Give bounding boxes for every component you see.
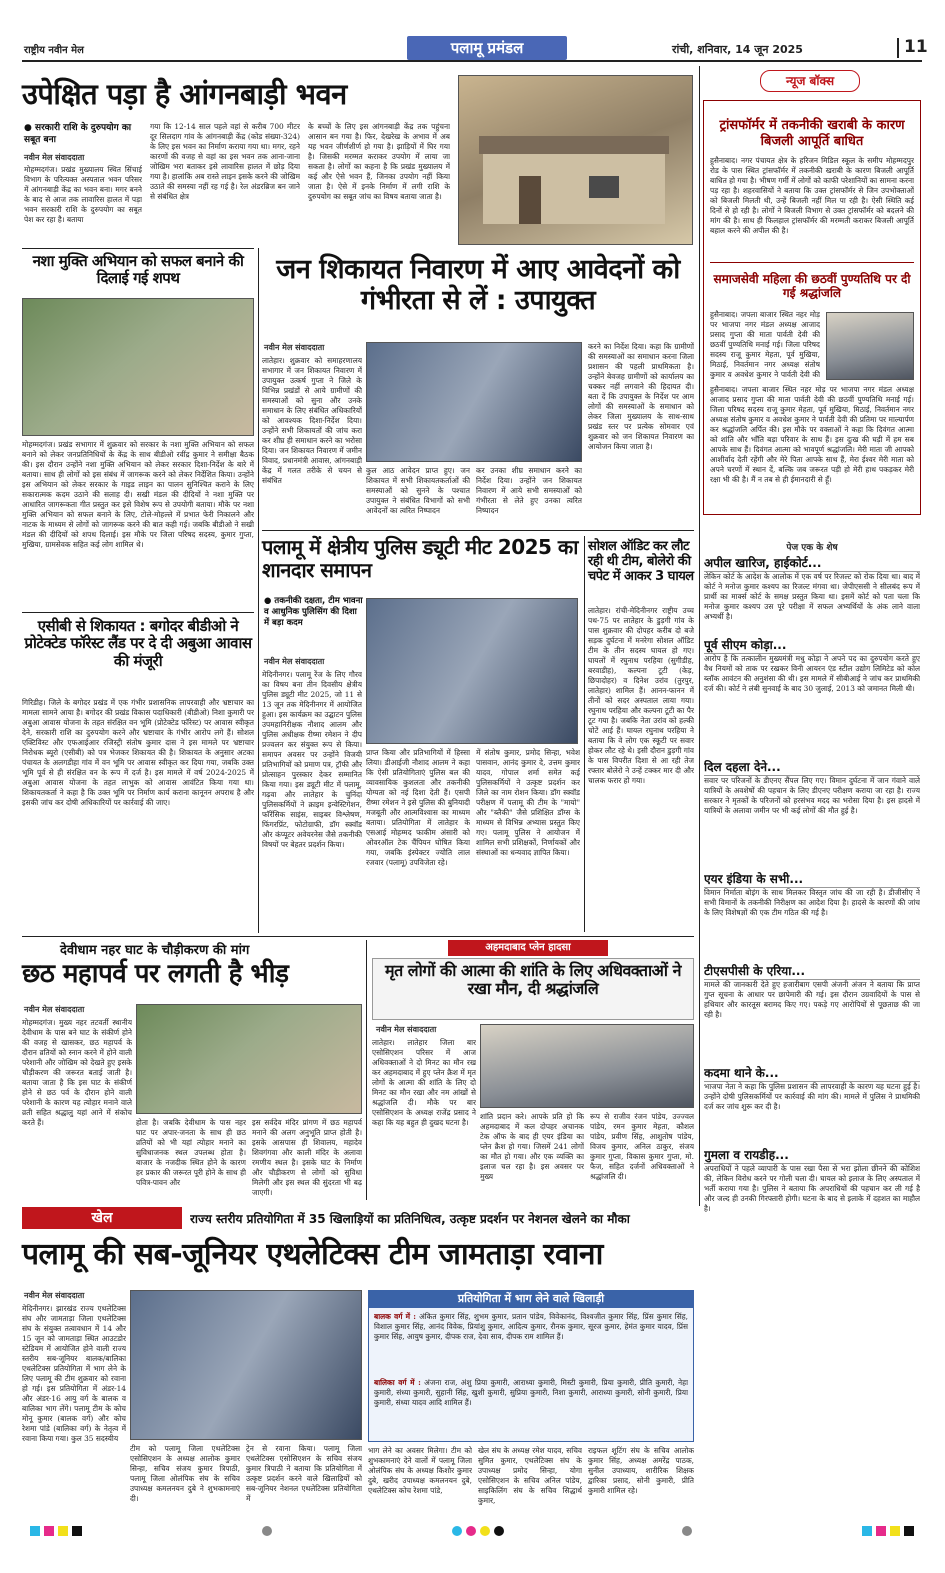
registration-marks-bottom [22, 1524, 922, 1538]
magenta-swatch [876, 1526, 886, 1536]
target-mark-icon [682, 1526, 692, 1536]
page-one-rest-label: पेज एक के शेष [786, 543, 838, 553]
rest-item-title: कदमा थाने के... [704, 1064, 920, 1082]
story2-top-rule [22, 248, 254, 249]
police-meet-col3: में संतोष कुमार, प्रमोद सिन्हा, भवेश पासवान, आनंद कुमार दे, उत्तम कुमार यादव, गोपाल शर्मा समेत कई पुलिसकर्मियों ने उत्कृष्ट प्रदर्शन कर जिले का नाम रोशन किया। डॉग स्क्वॉड परीक्षण में पलामू की टीम के "मायो" और "ब्लैकी" जैसे प्रशिक्षित डॉग्स के माध्यम से विभिन्न अभ्यास प्रस्तुत किए गए। पलामू पुलिस ने आयोजन में शामिल सभी प्रशिक्षकों, निर्णायकों और संस्थाओं का धन्यवाद ज्ञापित किया। [476, 748, 580, 857]
box-divider [710, 262, 914, 263]
acb-text: गिरिडीह। जिले के बगोदर प्रखंड में एक गंभीर प्रशासनिक लापरवाही और भ्रष्टाचार का मामला सामने आया है। बगोदर की प्रखंड विकास पदाधिकारी (बीडीओ) निशा कुमारी पर अबुआ आवास योजना के तहत संरक्षित वन भूमि (प्रोटेक्टेड फॉरेस्ट) पर आवास स्वीकृत देने, सरकारी राशि का दुरुपयोग करने और भ्रष्टाचार के गंभीर आरोप लगे हैं। सोशल एक्टिविस्ट और एफआईआर रजिस्ट्री संतोष कुमार दास ने इस मामले पर भ्रष्टाचार निरोधक ब्यूरो (एसीबी) को पत्र भेजकर शिकायत की है। शिकायत के अनुसार अटका पंचायत के अलगडीहा गांव में वन भूमि पर आवास स्वीकृत कर दिया गया, जबकि उक्त भूमि पूर्व से ही संरक्षित वन के रूप में दर्ज है। इस मामले में वर्ष 2024-2025 में अबुआ आवास योजना के तहत लाभुक को आवास आवंटित किया गया था। शिकायतकर्ता ने कहा है कि उक्त भूमि पर निर्माण कार्य कराना कानूनन अपराध है और इसकी जांच कर दोषी अधिकारियों पर कार्रवाई की जाए। [22, 698, 254, 807]
police-meet-deck-text: तकनीकी दक्षता, टीम भावना व आधुनिक पुलिसिंग की दिशा में बड़ा कदम [264, 596, 363, 628]
chhath-col1: मोहम्मदगंज। मुख्य नहर तटवर्ती स्थानीय देवीधाम के पास बने घाट के संकीर्ण होने की वजह से खासकर, छठ महापर्व के दौरान व्रतियों को स्नान करने में होने वाली परेशानी और जोखिम को देखते हुए इसके चौड़ीकरण की जरूरत बताई जाती है। बताया जाता है कि इस घाट के संकीर्ण होने से छठ पर्व के दौरान होने वाली परेशानी के कारण यह त्योहार मनाने वाले व्रती सहित श्रद्धालु यहां आने में संकोच करते हैं। [22, 1018, 132, 1127]
chhath-headline: छठ महापर्व पर लगती है भीड़ [22, 959, 289, 989]
players-box-title [368, 1290, 694, 1308]
bullet-icon: ● [24, 123, 35, 133]
masthead [22, 36, 928, 62]
chhath-col2: होता है। जबकि देवीधाम के पास नहर घाट पर अपार-जनता के साथ ही छठ व्रतियों को भी यहां त्योहार मनाने का सुविधाजनक स्थल उपलब्ध होता है। बाजार के नजदीक स्थित होने के कारण हर प्रकार की जरूरत पूरी होने के साथ ही पवित्र-पावन और [136, 1118, 246, 1187]
page-one-rest-list [704, 554, 920, 1214]
rest-item-text: मामले की जानकारी देते हुए हजारीबाग एसपी अंजनी अंजन ने बताया कि प्राप्त गुप्त सूचना के आधार पर छापेमारी की गई। इस दौरान उग्रवादियों के पास से हथियार और कारतूस बरामद किए गए। पकड़े गए आरोपियों से पूछताछ की जा रही है। [704, 980, 920, 1019]
rest-item-title: एयर इंडिया के सभी... [704, 870, 920, 888]
rest-item [704, 962, 920, 1060]
athletics-team-photo [130, 1290, 362, 1440]
rest-item [704, 554, 920, 632]
column-rule-chhath [366, 940, 367, 1200]
target-mark-icon [262, 1526, 272, 1536]
jan-shikayat-col4: करने का निर्देश दिया। कहा कि ग्रामीणों की समस्याओं का समाधान करना जिला प्रशासन की पहली प्राथमिकता है। उन्होंने बेवजह ग्रामीणों को कार्यालय का चक्कर नहीं लगवाने की हिदायत दी। बता दें कि उपायुक्त के निर्देश पर आम लोगों की समस्याओं के समाधान को लेकर जिला मुख्यालय के साथ-साथ प्रखंड स्तर पर प्रत्येक सोमवार एवं शुक्रवार को जन शिकायत निवारण का आयोजन किया जाता है। [588, 342, 694, 451]
rest-item-text: अपराधियों ने पहले व्यापारी के पास रखा पैसा से भरा झोला छीनने की कोशिश की, लेकिन विरोध करने पर गोली चला दी। घायल को इलाज के लिए अस्पताल में भर्ती कराया गया है। पुलिस ने बताया कि अपराधियों की पहचान कर ली गई है और जल्द ही उनकी गिरफ्तारी होगी। घटना के बाद से इलाके में दहशत का माहौल है। [704, 1164, 920, 1213]
police-meet-headline: पलामू में क्षेत्रीय पुलिस ड्यूटी मीट 2025 का शानदार समापन [262, 535, 578, 582]
column-rule-right [699, 66, 700, 1206]
rest-item-title: गुमला व रायडीह... [704, 1146, 920, 1164]
anganwadi-headline: उपेक्षित पड़ा है आंगनबाड़ी भवन [22, 77, 347, 111]
masthead-divider [897, 38, 899, 58]
anganwadi-byline: नवीन मेल संवाददाता [24, 153, 85, 162]
rest-item-text: विमान निर्माता बोइंग के साथ मिलकर विस्तृत जांच की जा रही है। डीजीसीए ने सभी विमानों के तकनीकी निरीक्षण का आदेश दिया है। हादसे के कारणों की जांच के लिए विशेषज्ञों की एक टीम गठित की गई है। [704, 888, 920, 917]
players-girls [374, 1378, 688, 1440]
players-girls-label: बालिका वर्ग में : [374, 1378, 421, 1387]
samajsevi-photo [826, 312, 914, 380]
chhath-col3: इस सर्वदेव मंदिर प्रांगण में छठ महापर्व मनाने की अलग अनुभूति प्राप्त होती है। इसके आसपास ही शिवालय, महादेव शिवगंगवा और काली मंदिर के अलावा रमणीय स्थल है। इसके घाट के निर्माण और चौड़ीकरण से लोगों को सुविधा मिलेगी और इस स्थल की सुंदरता भी बढ़ जाएगी। [252, 1118, 362, 1197]
rest-item-title: दिल दहला देने... [704, 758, 920, 776]
news-box-label-text: न्यूज बॉक्स [785, 74, 835, 88]
cyan-swatch [862, 1526, 872, 1536]
nasha-mukti-photo [22, 298, 254, 436]
plane-crash-headline: मृत लोगों की आत्मा की शांति के लिए अधिवक्ताओं ने रखा मौन, दी श्रद्धांजलि [385, 961, 681, 999]
anganwadi-col3: के बच्चों के लिए इस आंगनबाड़ी केंद्र तक पहुंचना आसान बन गया है। फिर, देखरेख के अभाव में अब यह भवन जीर्णशीर्ण हो गया है। झाड़ियों में घिर गया है। जिसकी मरम्मत कराकर उपयोग में लाया जा सकता है। लोगों का कहना है कि प्रखंड मुख्यालय में कई और ऐसे भवन हैं, जिनका उपयोग नहीं किया जाता है। ऐसे में इनके निर्माण में लगी राशि के दुरुपयोग का सबूत जांच का विषय बताया जाता है। [308, 122, 450, 201]
transformer-headline: ट्रांसफॉर्मर में तकनीकी खराबी के कारण बिजली आपूर्ति बाधित [719, 118, 905, 149]
jan-shikayat-col2: कुल आठ आवेदन प्राप्त हुए। जन शिकायत में सभी शिकायतकर्ताओं की समस्याओं को सुनने के पश्चात उपायुक्त ने संबंधित विभागों को सभी आवेदनों का त्वरित निष्पादन [366, 466, 470, 515]
plane-crash-col2: शांति प्रदान करे। आपके प्रति हो कि अहमदाबाद में कल दोपहर अचानक टेक ऑफ के बाद ही एयर इंडिया का प्लेन क्रैश हो गया। जिसमें 241 लोगों का मौत हो गया। और एक व्यक्ति का इलाज चल रहा है। इस अवसर पर मुख्य [480, 1112, 584, 1181]
anganwadi-col2: गया कि 12-14 साल पहले वहां से करीब 700 मीटर दूर सिलदाग गांव के आंगनबाड़ी केंद्र (कोड संख्या-324) के लिए इस भवन का निर्माण कराया गया था। मगर, रहने कारणों की वजह से वहां का इस भवन तक आना-जाना जोखिम भरा बताकर इसे लावारिस हालत में छोड़ दिया गया है। हालांकि अब रास्ते लाइन इसके करने की जोखिम उठाते की समस्या नहीं रह गई है। रेल अंडरब्रिज बन जाने से संबंधित क्षेत्र [150, 122, 300, 201]
plane-crash-tag [448, 940, 608, 956]
rest-item-text: आरोप है कि तत्कालीन मुख्यमंत्री मधु कोड़ा ने अपने पद का दुरुपयोग करते हुए वैध नियमों को ताक पर रखकर विनी आयरन एंड स्टील उद्योग लिमिटेड को कोल ब्लॉक आवंटन की अनुशंसा की थी। इस मामले में सीबीआई ने जांच कर प्राथमिकी दर्ज की। कोर्ट ने लंबी सुनवाई के बाद 30 जुलाई, 2013 को जमानत मिली थी। [704, 654, 920, 693]
nasha-mukti-headline: नशा मुक्ति अभियान को सफल बनाने की दिलाई गई शपथ [32, 252, 244, 288]
jan-shikayat-byline: नवीन मेल संवाददाता [264, 343, 325, 352]
column-rule-center [584, 536, 585, 932]
story3-top-rule [22, 612, 254, 613]
jan-shikayat-photo [366, 342, 582, 462]
jan-shikayat-col3: कर उनका शीघ्र समाधान करने का निर्देश दिया। उन्होंने जन शिकायत निवारण में आये सभी समस्याओं को गंभीरता से लेते हुए उनका त्वरित निष्पादन [476, 466, 582, 515]
rest-item-title: अपील खारिज, हाईकोर्ट... [704, 554, 920, 572]
rest-item [704, 636, 920, 754]
rest-item [704, 1064, 920, 1142]
athletics-col4: भाग लेने का अवसर मिलेगा। टीम को शुभकामनाएं देने वालों में पलामू जिला ओलंपिक संघ के अध्यक्ष किशोर कुमार दुबे, खरीद उपाध्यक्ष कमलनयन दुबे, एथलेटिक्स कोच रेशमा पांडे, [368, 1446, 472, 1495]
police-meet-photo [366, 598, 578, 744]
acb-headline: एसीबी से शिकायत : बगोदर बीडीओ ने प्रोटेक्टेड फॉरेस्ट लैंड पर दे दी अबुआ आवास की मंजूरी [24, 617, 252, 670]
samajsevi-text-bottom: हुसैनाबाद। जपला बाजार स्थित नहर मोड़ पर भाजपा नगर मंडल अध्यक्ष आजाद प्रसाद गुप्ता की माता पार्वती देवी की छठवीं पुण्यतिथि मनाई गई। जिला परिषद सदस्य राजू कुमार मेहता, पूर्व मुखिया, मिठाई, निवर्तमान नगर अध्यक्ष संतोष कुमार व अवधेश कुमार ने पार्वती देवी की प्रतिमा पर माल्यार्पण कर श्रद्धांजलि अर्पित की। इस मौके पर वक्ताओं ने कहा कि दिवंगत आत्मा को शांति और भाँति बड़ा परिवार के साथ हैं। इस दुःख की घड़ी में हम सब आपके साथ हैं। दिवंगत आत्मा को भावपूर्ण श्रद्धांजलि। मेरी माता जी आपको आशीर्वाद देती रहेंगी और मेरे पिता आपके साथ हैं, मेरा ईश्वर मेरी माता को अपने चरणों में स्थान दें, बल्कि जब जरूरत पड़ी हो मेरी हाथ पकड़कर मेरी रक्षा भी की है। मैं न तब से ही ईमानदारी से हूँ। [710, 385, 914, 484]
plane-crash-col1: लातेहार। लातेहार जिला बार एसोसिएशन परिसर में आज अधिवक्ताओं ने दो मिनट का मौन रख कर अहमदाबाद में हुए प्लेन क्रैश में मृत लोगों के आत्मा की शांति के लिए दो मिनट का मौन रखा और नम आंखों से श्रद्धांजलि दी। मौके पर बार एसोसिएशन के अध्यक्ष राजेंद्र प्रसाद ने कहा कि यह बहुत ही दुखद घटना है। [372, 1038, 476, 1127]
players-boys [374, 1312, 688, 1376]
players-girls-list: अंजना राज, अंशु प्रिया कुमारी, आराध्या कुमारी, मिस्टी कुमारी, प्रिया कुमारी, प्रीति कुमारी, नेहा कुमारी, संध्या कुमारी, सुहानी सिंह, खुशी कुमारी, सुप्रिया कुमारी, निशा कुमारी, आराध्या कुमारी, सोनी कुमारी, प्रिया कुमारी, संध्या यादव आदि शामिल हैं। [374, 1378, 688, 1407]
transformer-text: हुसैनाबाद। नगर पंचायत क्षेत्र के हरिजन मिडिल स्कूल के समीप मोहम्मदपुर रोड के पास स्थित ट्रांसफॉर्मर में तकनीकी खराबी के कारण बिजली आपूर्ति बाधित हो गया है। भीषण गर्मी में लोगों को काफी परेशानियों का सामना करना पड़ रहा है। शहरवासियों ने बताया कि उक्त ट्रांसफॉर्मर से जिन उपभोक्ताओं को बिजली मिलती थी, उन्हें बिजली नहीं मिल पा रही है। ऐसी स्थिति कई दिनों से हो रही है। लोगों ने बिजली विभाग से उक्त ट्रांसफॉर्मर को बदलने की मांग की है। साथ ही फिलहाल ट्रांसफॉर्मर की मरम्मती कराकर बिजली आपूर्ति बहाल करने की अपील की है। [710, 156, 914, 235]
black-swatch [72, 1526, 82, 1536]
nasha-mukti-text: मोहम्मदगंज। प्रखंड सभागार में शुक्रवार को सरकार के नशा मुक्ति अभियान को सफल बनाने को लेकर जनप्रतिनिधियों के केंद्र के साथ बीडीओ रवींद्र कुमार ने समीक्षा बैठक की। इस दौरान उन्होंने नशा मुक्ति अभियान को लेकर सरकार दिशा-निर्देश के बारे में बताया। साथ ही लोगों को इस संबंध में जागरूक करने को लेकर निर्देशित किया। उन्होंने इस अभियान को लेकर सरकार के गाइड लाइन का पालन सुनिश्चित कराने के लिए सकारात्मक कदम उठाने की सलाह दी। सखी मंडल की दीदियों ने नशा मुक्ति पर आधारित जागरूकता गीत प्रस्तुत कर इसे विशेष रूप से उपयोगी बताया। मौके पर नशा मुक्ति अभियान को सफल बनाने के लिए, टोले-मोहल्ले में प्रभात फेरी निकालने और नाटक के माध्यम से लोगों को जागरूक करने की बात कही गई। जबकि बीडीओ ने सखी मंडल की दीदियों को शपथ दिलाई। इस मौके पर जिला परिषद सदस्य, कुमार गुप्ता, मुखिया, ग्रामसेवक सहित कई लोग शामिल थे। [22, 440, 254, 549]
cyan-swatch [30, 1526, 40, 1536]
athletics-col1: मेदिनीनगर। झारखंड राज्य एथलेटिक्स संघ और जामताड़ा जिला एथलेटिक्स संघ के संयुक्त तत्वावधान में 14 और 15 जून को जामताड़ा स्थित आउटडोर स्टेडियम में आयोजित होने वाली राज्य स्तरीय सब-जूनियर बालक/बालिका एथलेटिक्स प्रतियोगिता में भाग लेने के लिए पलामू की टीम शुक्रवार को रवाना हो गई। इस प्रतियोगिता में अंडर-14 और अंडर-16 आयु वर्ग के बालक व बालिका भाग लेंगे। पलामू टीम के कोच मोनू कुमार (बालक वर्ग) और कोच रेशमा पांडे (बालिका वर्ग) के नेतृत्व में रवाना किया गया। कुल 35 सदस्यीय [22, 1304, 126, 1443]
chhath-byline: नवीन मेल संवाददाता [24, 1005, 85, 1014]
police-meet-byline: नवीन मेल संवाददाता [264, 657, 325, 666]
yellow-swatch [890, 1526, 900, 1536]
page-number: 11 [904, 37, 928, 57]
players-box-title-text: प्रतियोगिता में भाग लेने वाले खिलाड़ी [457, 1292, 605, 1305]
masthead-section-title: पलामू प्रमंडल [407, 36, 567, 60]
chhath-kicker: देवीधाम नहर घाट के चौड़ीकरण की मांग [60, 943, 250, 958]
story5-top-rule [262, 530, 694, 531]
bullet-icon: ● [264, 596, 275, 606]
plane-crash-col3: रूप से राजीव रंजन पांडेय, उज्ज्वल पांडेय, रमन कुमार मेहता, कौशल पांडेय, प्रवीण सिंह, आशुतोष पांडेय, विजय कुमार, अनिल ठाकुर, संजय कुमार गुप्ता, विकास कुमार गुप्ता, मो. फैज, सहित दर्जनों अधिवक्ताओं ने श्रद्धांजलि दी। [590, 1112, 694, 1181]
police-meet-deck [264, 596, 364, 629]
photo-roof [479, 136, 669, 154]
plane-crash-tag-text: अहमदाबाद प्लेन हादसा [485, 942, 571, 953]
yellow-dot [480, 1526, 490, 1536]
players-boys-list: अंकित कुमार सिंह, शुभम कुमार, प्रतान पांडेय, विवेकानंद, विश्वजीत कुमार सिंह, प्रिंस कुमार सिंह, विशाल कुमार सिंह, आनंद विवेक, प्रियांशु कुमार, आदित्य कुमार, रौनक कुमार, सूरज कुमार, हेमंत कुमार यादव, प्रिंस कुमार सिंह, आयुष कुमार, दीपक राज, देवा साव, दीपक राम शामिल हैं। [374, 1312, 688, 1341]
magenta-swatch [44, 1526, 54, 1536]
plane-crash-byline: नवीन मेल संवाददाता [376, 1025, 437, 1034]
players-boys-label: बालक वर्ग में : [374, 1312, 417, 1321]
athletics-col5: खेल संघ के अध्यक्ष रमेश यादव, सचिव सुमित कुमार, एथलेटिक्स संघ के उपाध्यक्ष प्रमोद सिन्हा, योगा एसोसिएशन के सचिव अनिल पांडेय, साइकिलिंग संघ के सचिव सिद्धार्थ कुमार, [478, 1446, 582, 1505]
rest-item-title: टीएसपीसी के एरिया... [704, 962, 920, 980]
cyan-dot [452, 1526, 462, 1536]
chhath-ghat-photo [136, 1004, 362, 1114]
social-audit-text: लातेहार। रांची-मेदिनीनगर राष्ट्रीय उच्च पथ-75 पर लातेहार के डुड़गी गांव के पास शुक्रवार की दोपहर करीब दो बजे सड़क दुर्घटना में मनरेगा सोशल ऑडिट टीम के तीन सदस्य घायल हो गए। घायलों में रघुनाथ परहिया (सुगीडीह, बरवाडीह), कल्पना टूटी (केड़, छिपादोहर) व दिनेश उरांव (तुरपुर, लातेहार) शामिल हैं। आनन-फानन में तीनों को सदर अस्पताल लाया गया। रघुनाथ परहिया और कल्पना टूटी का पैर टूट गया है। जबकि नेता उरांव को हल्की चोटें आई हैं। घायल रघुनाथ परहिया ने बताया कि वे लोग एक स्कूटी पर सवार होकर लौट रहे थे। इसी दौरान डुड़गी गांव के पास विपरीत दिशा से आ रही तेज रफ्तार बोलेरो ने उन्हें टक्कर मार दी और चालक फरार हो गया। [588, 606, 694, 785]
sports-label [22, 1207, 182, 1229]
rest-item-text: सवार पर परिजनों के डीएनए सैंपल लिए गए। विमान दुर्घटना में जान गंवाने वाले यात्रियों के अवशेषों की पहचान के लिए डीएनए परीक्षण कराया जा रहा है। राज्य सरकार ने मृतकों के परिजनों को हरसंभव मदद का भरोसा दिया है। इस हादसे में यात्रियों के अलावा जमीन पर भी कई लोगों की मौत हुई है। [704, 776, 920, 815]
social-audit-headline: सोशल ऑडिट कर लौट रही थी टीम, बोलेरो की चपेट में आकर 3 घायल [588, 539, 694, 584]
sports-deck: राज्य स्तरीय प्रतियोगिता में 35 खिलाड़ियों का प्रतिनिधित्व, उत्कृष्ट प्रदर्शन पर नेशनल खेलने का मौका [190, 1212, 630, 1226]
black-dot [494, 1526, 504, 1536]
story7-top-rule [22, 936, 694, 937]
athletics-byline: नवीन मेल संवाददाता [24, 1291, 85, 1300]
anganwadi-building-photo [458, 75, 693, 245]
anganwadi-deck [24, 122, 144, 146]
masthead-date: रांची, शनिवार, 14 जून 2025 [672, 43, 803, 56]
yellow-swatch [58, 1526, 68, 1536]
anganwadi-deck-text: सरकारी राशि के दुरुपयोग का सबूत बना [24, 123, 132, 145]
police-meet-col2: प्राप्त किया और प्रतिभागियों में हिस्सा लिया। डीआईजी नौशाद आलम ने कहा कि ऐसी प्रतियोगिताएं पुलिस बल की व्यावसायिक कुशलता और तकनीकी योग्यता को नई दिशा देती हैं। एसपी रीष्मा रमेशन ने इसे पुलिस की बुनियादी मजबूती और आत्मविश्वास का माध्यम बताया। प्रतियोगिता में लातेहार के एसआई मोहम्मद फाकीम अंसारी को ओवरऑल टेक चैंपियन घोषित किया गया, जबकि इंस्पेक्टर ज्योति लाल रजवार (पलामू) उपविजेता रहे। [366, 748, 470, 867]
sports-label-text: खेल [91, 1210, 113, 1226]
jan-shikayat-headline: जन शिकायत निवारण में आए आवेदनों को गंभीरता से लें : उपायुक्त [276, 254, 680, 317]
plane-crash-photo [480, 1024, 694, 1108]
athletics-col2: टीम को पलामू जिला एथलेटिक्स एसोसिएशन के अध्यक्ष आलोक कुमार सिन्हा, सचिव संजय कुमार त्रिपाठी, पलामू जिला ओलंपिक संघ के सचिव उपाध्यक्ष कमलनयन दुबे ने शुभकामनाएं दी। [130, 1444, 240, 1503]
rest-item [704, 1146, 920, 1214]
athletics-col6: राइफल शूटिंग संघ के सचिव आलोक कुमार सिंह, अध्यक्ष अमरेंद्र पाठक, सुनील उपाध्याय, शारीरिक शिक्षक द्वारिका प्रसाद, सोनी कुमारी, प्रीति कुमारी शामिल रहे। [588, 1446, 694, 1495]
rest-item [704, 758, 920, 866]
photo-window [589, 176, 619, 198]
black-swatch [904, 1526, 914, 1536]
samajsevi-headline: समाजसेवी महिला की छठवीं पुण्यतिथि पर दी गई श्रद्धांजलि [713, 272, 911, 301]
masthead-paper-name: राष्ट्रीय नवीन मेल [24, 45, 84, 56]
photo-wall [483, 154, 665, 224]
rest-item [704, 870, 920, 958]
athletics-col3: ट्रेन से रवाना किया। पलामू जिला एथलेटिक्स एसोसिएशन के सचिव संजय कुमार त्रिपाठी ने बताया कि प्रतियोगिता में उत्कृष्ट प्रदर्शन करने वाले खिलाड़ियों को सब-जूनियर नेशनल एथलेटिक्स प्रतियोगिता में [246, 1444, 362, 1503]
athletics-headline: पलामू की सब-जूनियर एथलेटिक्स टीम जामताड़ा रवाना [22, 1237, 603, 1272]
rest-item-title: पूर्व सीएम कोड़ा... [704, 636, 920, 654]
photo-door [519, 176, 541, 224]
samajsevi-text-top: हुसैनाबाद। जपला बाजार स्थित नहर मोड़ पर भाजपा नगर मंडल अध्यक्ष आजाद प्रसाद गुप्ता की माता पार्वती देवी की छठवीं पुण्यतिथि मनाई गई। जिला परिषद सदस्य राजू कुमार मेहता, पूर्व मुखिया, मिठाई, निवर्तमान नगर अध्यक्ष संतोष कुमार व अवधेश कुमार ने पार्वती देवी की [710, 310, 820, 379]
jan-shikayat-col1: लातेहार। शुक्रवार को समाहरणालय सभागार में जन शिकायत निवारण में उपायुक्त उत्कर्ष गुप्ता ने जिले के विभिन्न प्रखंडों से आये ग्रामीणों की समस्याओं को सुना और उनके समाधान के लिए संबंधित अधिकारियों को आवश्यक दिशा-निर्देश दिया। उन्होंने सभी शिकायतों की जांच करा कर शीघ्र ही समाधान करने का भरोसा दिया। जन शिकायत निवारण में जमीन विवाद, प्रधानमंत्री आवास, आंगनबाड़ी केंद्र में गलत तरीके से चयन से संबंधित [262, 356, 362, 485]
anganwadi-col1: मोहम्मदगंज। प्रखंड मुख्यालय स्थित सिंचाई विभाग के परित्यक्त अस्पताल भवन परिसर में आंगनबाड़ी केंद्र का भवन बना। मगर बनने के बाद से आज तक लावारिस हालत में पड़ा भवन सरकारी राशि के दुरुपयोग का सबूत पेश कर रहा है। बताया [24, 165, 142, 224]
magenta-dot [466, 1526, 476, 1536]
news-box-label [760, 70, 860, 92]
column-rule-left [258, 248, 259, 933]
police-meet-col1: मेदिनीनगर। पलामू रेंज के लिए गौरव का विषय बना तीन दिवसीय क्षेत्रीय पुलिस ड्यूटी मीट 2025, जो 11 से 13 जून तक मेदिनीनगर में आयोजित हुआ। इस कार्यक्रम का उद्घाटन पुलिस उपमहानिरीक्षक नौशाद आलम और पुलिस अधीक्षक रीष्मा रमेशन ने दीप प्रज्वलन कर संयुक्त रूप से किया। समापन अवसर पर उन्होंने विजयी प्रतिभागियों को प्रमाण पत्र, ट्रॉफी और प्रोत्साहन पुरस्कार देकर सम्मानित किया गया। इस ड्यूटी मीट में पलामू, गढ़वा और लातेहार के चुनिंदा पुलिसकर्मियों ने क्राइम इन्वेस्टिगेशन, फॉरेंसिक साइंस, साइबर विश्लेषण, फिंगरप्रिंट, फोटोग्राफी, डॉग स्क्वॉड और कंप्यूटर अवेयरनेस जैसे तकनीकी विषयों पर बेहतर प्रदर्शन किया। [262, 670, 362, 849]
rest-item-text: लेकिन कोर्ट के आदेश के आलोक में एक वर्ष पर रिजल्ट को रोक दिया था। बाद में कोर्ट ने मनोज कुमार कश्यप का रिजल्ट मंगवा था। जेपीएससी ने सीलबंद रूप में प्रार्थी का मार्क्स कोर्ट के समक्ष प्रस्तुत किया था। इसमें कोर्ट को पता चला कि मनोज कुमार कश्यप उस पूरे परीक्षा में सफल अभ्यर्थियों के अंक लाने वाला अभ्यर्थी है। [704, 572, 920, 621]
rest-item-text: भाजपा नेता ने कहा कि पुलिस प्रशासन की लापरवाही के कारण यह घटना हुई है। उन्होंने दोषी पुलिसकर्मियों पर कार्रवाई की मांग की। मामले में पुलिस ने प्राथमिकी दर्ज कर जांच शुरू कर दी है। [704, 1082, 920, 1111]
